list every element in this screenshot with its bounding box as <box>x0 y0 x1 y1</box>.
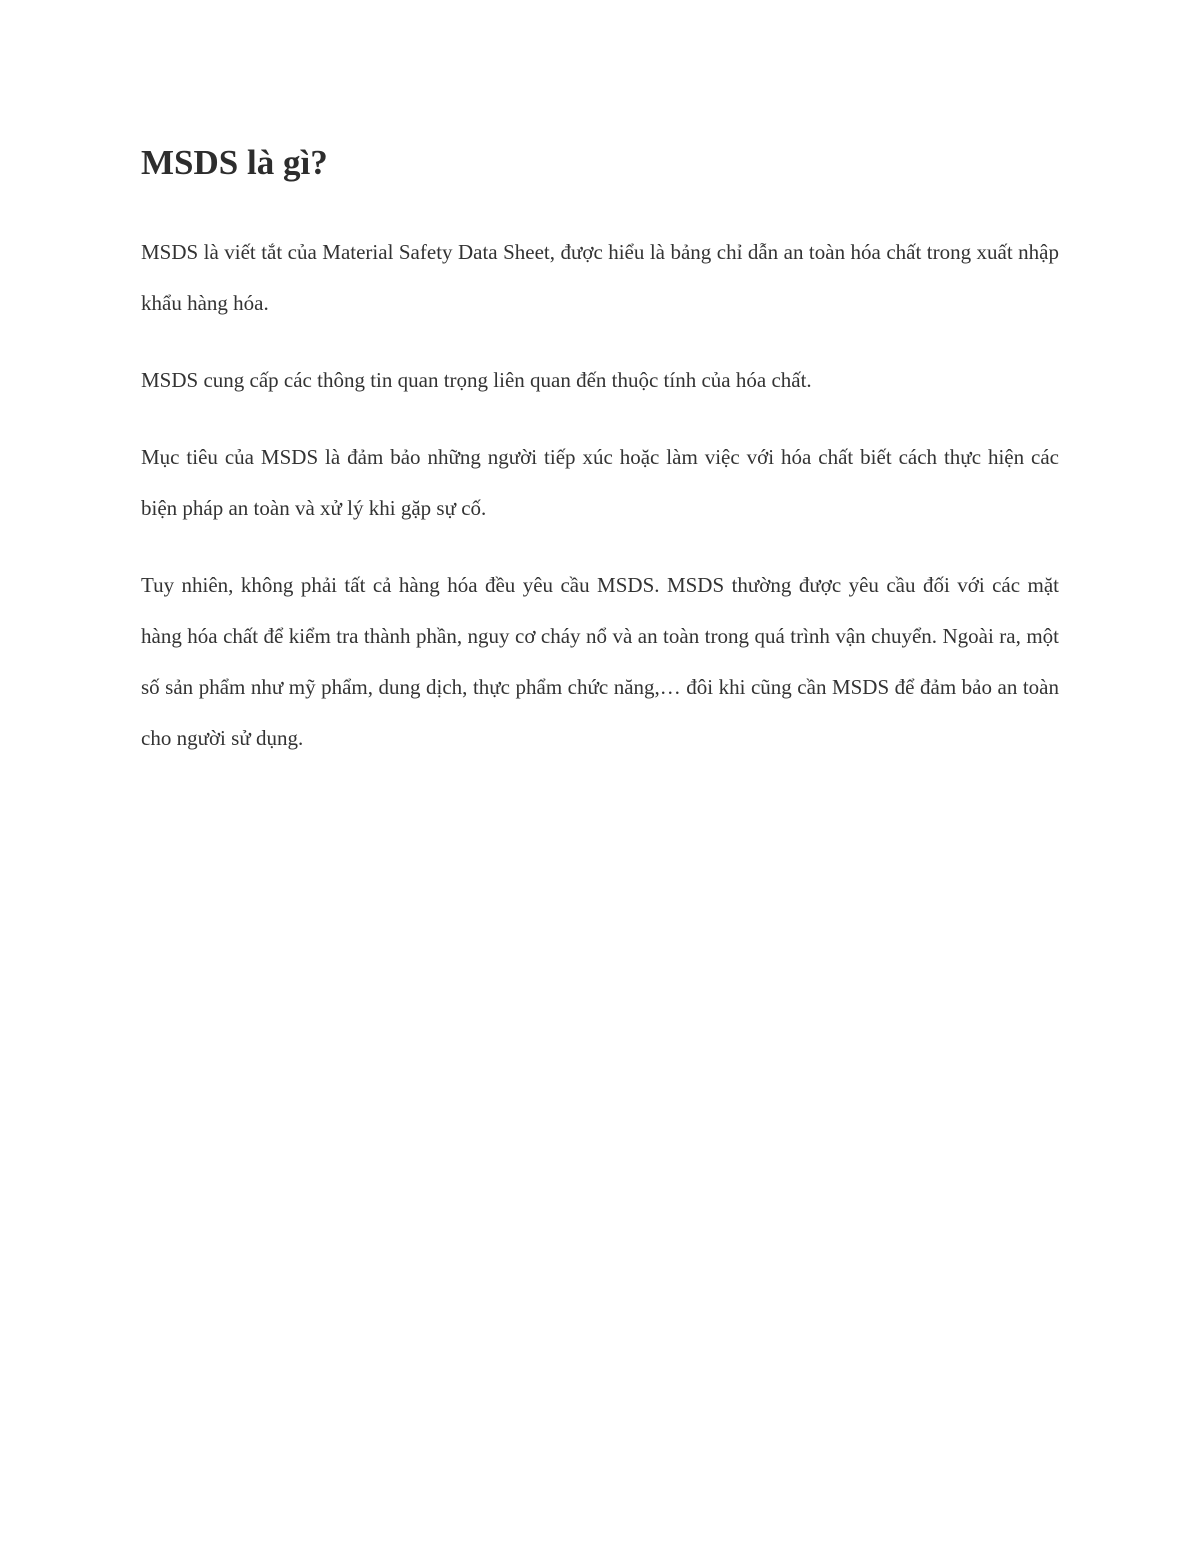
document-body <box>141 136 1059 764</box>
paragraph-requirements: Tuy nhiên, không phải tất cả hàng hóa đều yêu cầu MSDS. MSDS thường được yêu cầu đối với các mặt hàng hóa chất để kiểm tra thành phần, nguy cơ cháy nổ và an toàn trong quá trình vận chuyển. Ngoài ra, một số sản phẩm như mỹ phẩm, dung dịch, thực phẩm chức năng,… đôi khi cũng cần MSDS để đảm bảo an toàn cho người sử dụng. <box>141 573 1059 750</box>
paragraph-purpose: MSDS cung cấp các thông tin quan trọng liên quan đến thuộc tính của hóa chất. <box>141 368 812 392</box>
document-title: MSDS là gì? <box>141 143 328 182</box>
paragraph-definition: MSDS là viết tắt của Material Safety Data Sheet, được hiểu là bảng chỉ dẫn an toàn hóa chất trong xuất nhập khẩu hàng hóa. <box>141 240 1059 315</box>
paragraph-objective: Mục tiêu của MSDS là đảm bảo những người tiếp xúc hoặc làm việc với hóa chất biết cách thực hiện các biện pháp an toàn và xử lý khi gặp sự cố. <box>141 445 1059 520</box>
